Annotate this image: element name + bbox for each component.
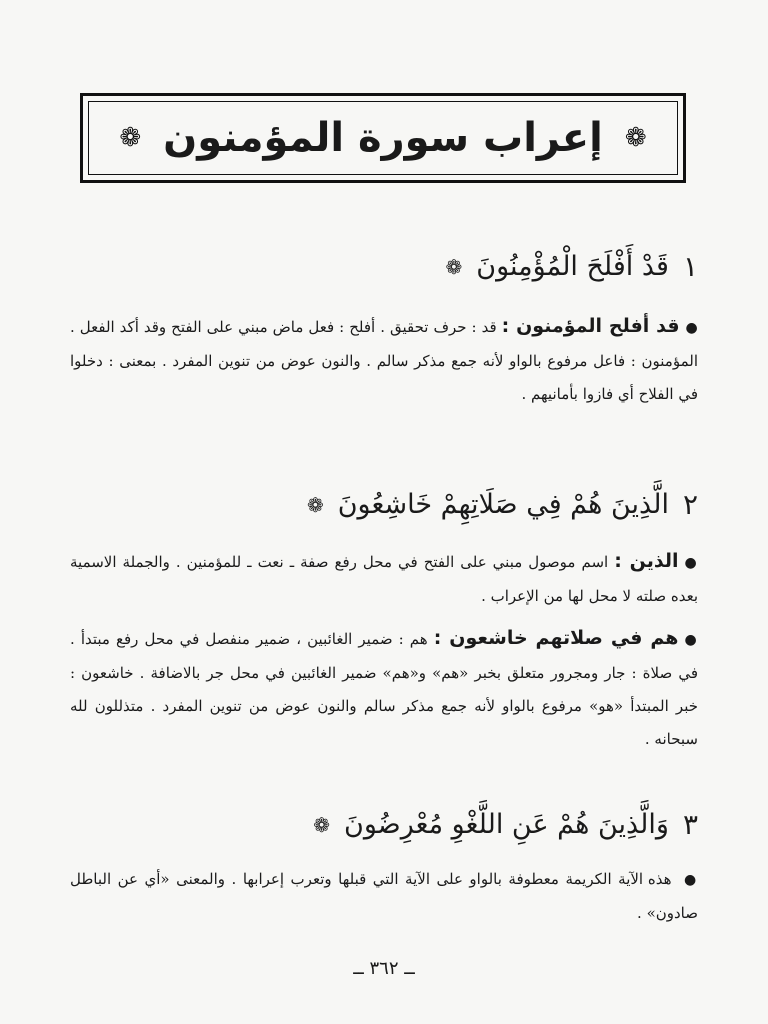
verse-heading-3 (313, 808, 698, 841)
bullet-icon: ● (684, 555, 698, 571)
verse-number: ٢ (682, 488, 698, 521)
ornament-icon: ❁ (119, 123, 142, 153)
analysis-paragraph (70, 622, 698, 756)
paragraph-lead: هم في صلاتهم خاشعون : (433, 627, 679, 649)
title-frame (80, 93, 686, 183)
paragraph-lead: الذين : (614, 550, 679, 572)
title-inner-frame (88, 101, 678, 175)
analysis-paragraph (70, 545, 698, 613)
verse-end-mark-icon: ❁ (445, 254, 463, 279)
page-number: ــ ٣٦٢ ــ (353, 958, 415, 979)
bullet-icon: ● (684, 632, 698, 648)
verse-heading-2 (307, 488, 698, 521)
page-title: إعراب سورة المؤمنون (163, 115, 603, 161)
bullet-icon: ● (684, 872, 698, 888)
paragraph-text: هم : ضمير الغائبين ، ضمير منفصل في محل رفع مبتدأ . في صلاة : جار ومجرور متعلق بخبر «هم» و«هم» ضمير الغائبين في محل جر بالاضافة . خاشعون : خبر المبتدأ «هو» مرفوع بالواو لأنه جمع مذكر سالم والنون عوض من تنوين المفرد . متذللون لله سبحانه . (70, 630, 698, 748)
verse-heading-1 (445, 250, 698, 283)
verse-end-mark-icon: ❁ (313, 812, 331, 837)
analysis-paragraph (70, 862, 698, 930)
bullet-icon: ● (685, 320, 698, 336)
ornament-icon: ❁ (624, 123, 647, 153)
analysis-paragraph (70, 310, 698, 411)
verse-text: قَدْ أَفْلَحَ الْمُؤْمِنُونَ (476, 251, 669, 282)
verse-text: وَالَّذِينَ هُمْ عَنِ اللَّغْوِ مُعْرِضُونَ (344, 809, 669, 840)
verse-number: ٣ (682, 808, 698, 841)
paragraph-text: قد : حرف تحقيق . أفلح : فعل ماض مبني على الفتح وقد أكد الفعل . المؤمنون : فاعل مرفوع بالواو لأنه جمع مذكر سالم . والنون عوض من تنوين المفرد . بمعنى : دخلوا في الفلاح أي فازوا بأمانيهم . (70, 318, 698, 403)
paragraph-lead: قد أفلح المؤمنون : (501, 315, 680, 337)
verse-end-mark-icon: ❁ (306, 492, 324, 517)
paragraph-text: هذه الآية الكريمة معطوفة بالواو على الآية التي قبلها وتعرب إعرابها . والمعنى «أي عن الباطل صادون» . (70, 870, 698, 922)
paragraph-text: اسم موصول مبني على الفتح في محل رفع صفة ـ نعت ـ للمؤمنين . والجملة الاسمية بعده صلته لا محل لها من الإعراب . (70, 553, 698, 605)
verse-text: الَّذِينَ هُمْ فِي صَلَاتِهِمْ خَاشِعُونَ (337, 489, 669, 520)
verse-number: ١ (682, 250, 698, 283)
